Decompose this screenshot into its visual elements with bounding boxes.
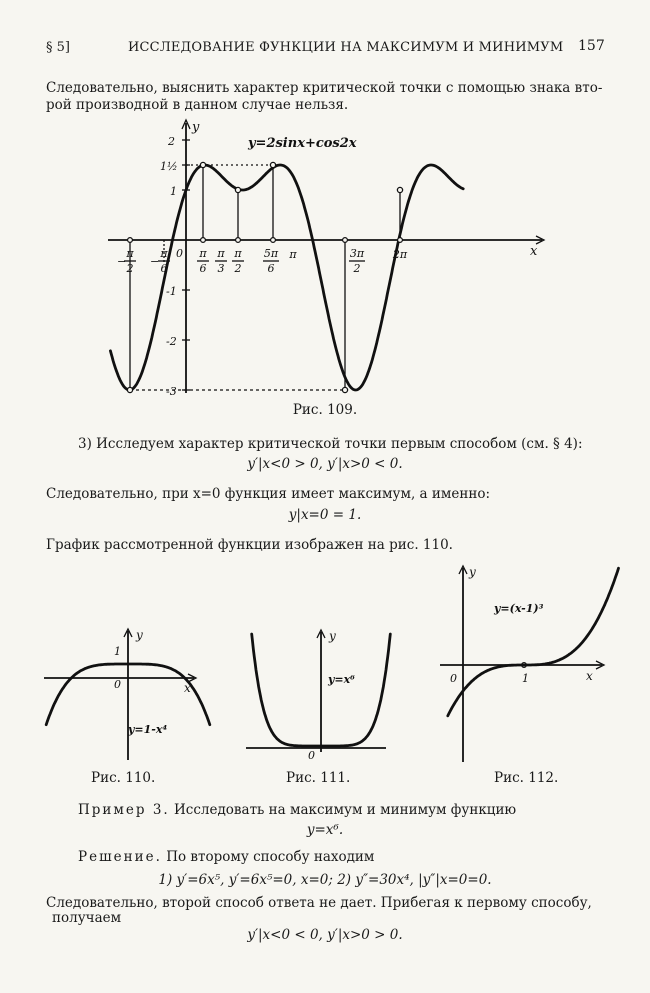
fig109-x-label: x bbox=[530, 244, 538, 259]
example3-line bbox=[78, 802, 516, 819]
solution-para-1: Следовательно, второй способ ответа не дает. Прибегая к первому способу, bbox=[46, 895, 592, 911]
solution-text: По второму способу находим bbox=[166, 849, 375, 865]
xlabel-pi-third-den: 3 bbox=[217, 262, 225, 275]
fig110-tick-one: 1 bbox=[114, 645, 121, 658]
figure-111 bbox=[246, 628, 396, 768]
example3-text: Исследовать на максимум и минимум функцию bbox=[174, 802, 517, 818]
page-number: 157 bbox=[578, 38, 605, 54]
solution-line bbox=[78, 849, 374, 866]
xlabel-neg-pi-sixth-sign: − bbox=[150, 255, 160, 268]
solution-derivatives: 1) y′=6x⁵, y′=6x⁵=0, x=0; 2) y″=30x⁴, |y″|x=0=0. bbox=[158, 872, 492, 888]
fig110-y-label: y bbox=[136, 628, 143, 642]
xlabel-neg-pi-half-sign: − bbox=[117, 255, 127, 268]
xlabel-pi-sixth-den: 6 bbox=[199, 262, 207, 275]
xlabel-two-pi: 2π bbox=[392, 248, 408, 261]
solution-para-2: получаем bbox=[52, 910, 122, 926]
solution-final: y′|x<0 < 0, y′|x>0 > 0. bbox=[247, 927, 403, 943]
example3-func: y=x⁶. bbox=[306, 822, 344, 838]
xlabel-neg-pi-sixth-num: π bbox=[160, 247, 168, 260]
fig109-points bbox=[127, 162, 402, 392]
fig112-caption: Рис. 112. bbox=[494, 770, 559, 786]
fig112-formula: y=(x-1)³ bbox=[494, 602, 544, 615]
figure-109 bbox=[0, 115, 650, 415]
ytick-neg2: -2 bbox=[166, 335, 177, 348]
example3-heading: Пример 3. bbox=[78, 802, 170, 818]
xlabel-neg-pi-half-num: π bbox=[126, 247, 134, 260]
fig112-x-label: x bbox=[586, 669, 593, 683]
ytick-2: 2 bbox=[168, 135, 175, 148]
fig111-y-label: y bbox=[329, 629, 336, 643]
figure-110 bbox=[44, 625, 214, 775]
part3-condition: y′|x<0 > 0, y′|x>0 < 0. bbox=[247, 456, 403, 472]
fig110-formula: y=1-x⁴ bbox=[128, 723, 168, 736]
intro-line-1: Следовательно, выяснить характер критической точки с помощью знака вто- bbox=[46, 80, 603, 96]
part3-graph-ref: График рассмотренной функции изображен на рис. 110. bbox=[46, 537, 453, 553]
fig109-y-label: y bbox=[192, 120, 200, 135]
intro-line-2: рой производной в данном случае нельзя. bbox=[46, 97, 349, 113]
xlabel-pi-half-num: π bbox=[234, 247, 242, 260]
xlabel-pi: π bbox=[289, 248, 297, 261]
fig110-x-label: x bbox=[184, 681, 191, 695]
xlabel-five-pi-sixth-num: 5π bbox=[263, 247, 279, 260]
fig111-formula: y=x⁶ bbox=[328, 673, 355, 686]
part3-value: y|x=0 = 1. bbox=[288, 507, 362, 523]
xlabel-five-pi-sixth-den: 6 bbox=[267, 262, 275, 275]
fig111-caption: Рис. 111. bbox=[286, 770, 351, 786]
xlabel-three-pi-half-num: 3π bbox=[349, 247, 365, 260]
running-title: ИССЛЕДОВАНИЕ ФУНКЦИИ НА МАКСИМУМ И МИНИМУМ bbox=[128, 40, 564, 55]
fig109-origin: 0 bbox=[176, 247, 183, 260]
xlabel-neg-pi-half-den: 2 bbox=[126, 262, 134, 275]
fig110-caption: Рис. 110. bbox=[91, 770, 156, 786]
part3-conclusion: Следовательно, при x=0 функция имеет максимум, а именно: bbox=[46, 486, 491, 502]
xlabel-pi-half-den: 2 bbox=[234, 262, 242, 275]
fig109-guides bbox=[130, 165, 400, 390]
fig112-y-label: y bbox=[469, 565, 476, 579]
xlabel-pi-sixth-num: π bbox=[199, 247, 207, 260]
solution-heading: Решение. bbox=[78, 849, 162, 865]
fig109-formula: y=2sinx+cos2x bbox=[248, 136, 357, 151]
ytick-1-5: 1½ bbox=[160, 160, 178, 173]
fig112-origin: 0 bbox=[450, 672, 457, 685]
figure-112 bbox=[436, 562, 616, 772]
fig112-curve bbox=[448, 568, 619, 716]
section-number: § 5] bbox=[46, 40, 70, 55]
ytick-neg3: -3 bbox=[166, 385, 177, 398]
xlabel-neg-pi-sixth-den: 6 bbox=[160, 262, 168, 275]
xlabel-three-pi-half-den: 2 bbox=[353, 262, 361, 275]
ytick-1: 1 bbox=[170, 185, 177, 198]
ytick-neg1: -1 bbox=[166, 285, 177, 298]
fig109-caption: Рис. 109. bbox=[292, 402, 358, 418]
fig110-origin: 0 bbox=[114, 678, 121, 691]
xlabel-pi-third-num: π bbox=[217, 247, 225, 260]
part3-text: 3) Исследуем характер критической точки первым способом (см. § 4): bbox=[78, 436, 583, 452]
fig111-origin: 0 bbox=[308, 749, 315, 762]
fig109-curve bbox=[110, 165, 463, 390]
fig109-x-labels bbox=[117, 247, 408, 275]
fig112-tick-one: 1 bbox=[522, 672, 529, 685]
